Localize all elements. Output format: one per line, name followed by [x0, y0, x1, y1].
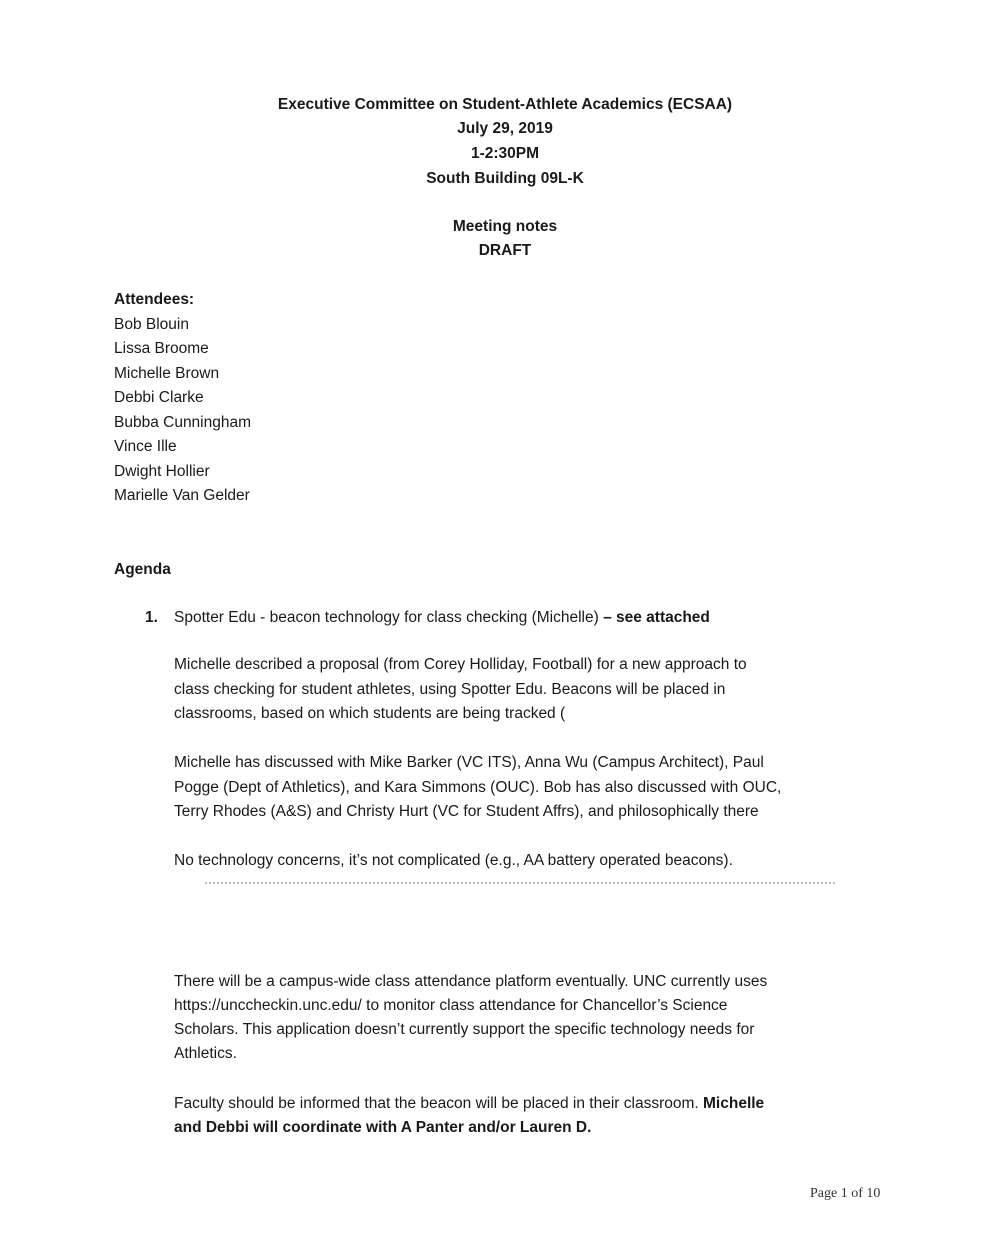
see-attached-note: – see attached	[603, 609, 710, 626]
paragraph-line	[174, 1095, 764, 1113]
paragraph-line: class checking for student athletes, using Spotter Edu. Beacons will be placed in	[174, 681, 726, 698]
agenda-item-title-text: Spotter Edu - beacon technology for class checking (Michelle)	[174, 609, 604, 626]
paragraph-line: Michelle described a proposal (from Corey Holliday, Football) for a new approach to	[174, 656, 747, 673]
redacted-line-remnant	[205, 882, 835, 886]
attendee: Lissa Broome	[114, 340, 209, 357]
attendee: Dwight Hollier	[114, 463, 210, 480]
attendee: Vince Ille	[114, 438, 177, 455]
document-title: Executive Committee on Student-Athlete Academics (ECSAA)	[277, 96, 733, 113]
attendee: Debbi Clarke	[114, 389, 204, 406]
draft-status: DRAFT	[478, 242, 532, 259]
paragraph-line: Pogge (Dept of Athletics), and Kara Simmons (OUC). Bob has also discussed with OUC,	[174, 779, 782, 796]
attendees-heading: Attendees:	[114, 291, 195, 308]
action-item: Michelle	[703, 1095, 765, 1112]
paragraph-line: Scholars. This application doesn’t currently support the specific technology needs for	[174, 1021, 755, 1038]
attendee: Michelle Brown	[114, 365, 220, 382]
paragraph-line: Michelle has discussed with Mike Barker (VC ITS), Anna Wu (Campus Architect), Paul	[174, 754, 764, 771]
meeting-time: 1-2:30PM	[470, 145, 540, 162]
paragraph-line: No technology concerns, it’s not complicated (e.g., AA battery operated beacons).	[174, 852, 733, 869]
page-number: Page 1 of 10	[810, 1186, 881, 1201]
meeting-date: July 29, 2019	[457, 120, 553, 137]
paragraph-line: https://unccheckin.unc.edu/ to monitor class attendance for Chancellor’s Science	[174, 997, 728, 1014]
faculty-note: Faculty should be informed that the beacon will be placed in their classroom.	[174, 1095, 704, 1112]
paragraph-line: classrooms, based on which students are being tracked (	[174, 705, 566, 722]
attendee: Bubba Cunningham	[114, 414, 252, 431]
meeting-location: South Building 09L-K	[426, 170, 584, 187]
attendee: Marielle Van Gelder	[114, 487, 250, 504]
agenda-item-title	[174, 609, 710, 627]
action-item: and Debbi will coordinate with A Panter and/or Lauren D.	[174, 1119, 592, 1136]
paragraph-line: Terry Rhodes (A&S) and Christy Hurt (VC for Student Affrs), and philosophically there	[174, 803, 759, 820]
paragraph-line: There will be a campus-wide class attendance platform eventually. UNC currently uses	[174, 973, 768, 990]
agenda-heading: Agenda	[114, 561, 171, 578]
agenda-item-number: 1.	[145, 609, 158, 626]
doc-type: Meeting notes	[452, 218, 558, 235]
attendee: Bob Blouin	[114, 316, 189, 333]
paragraph-line: Athletics.	[174, 1045, 237, 1062]
